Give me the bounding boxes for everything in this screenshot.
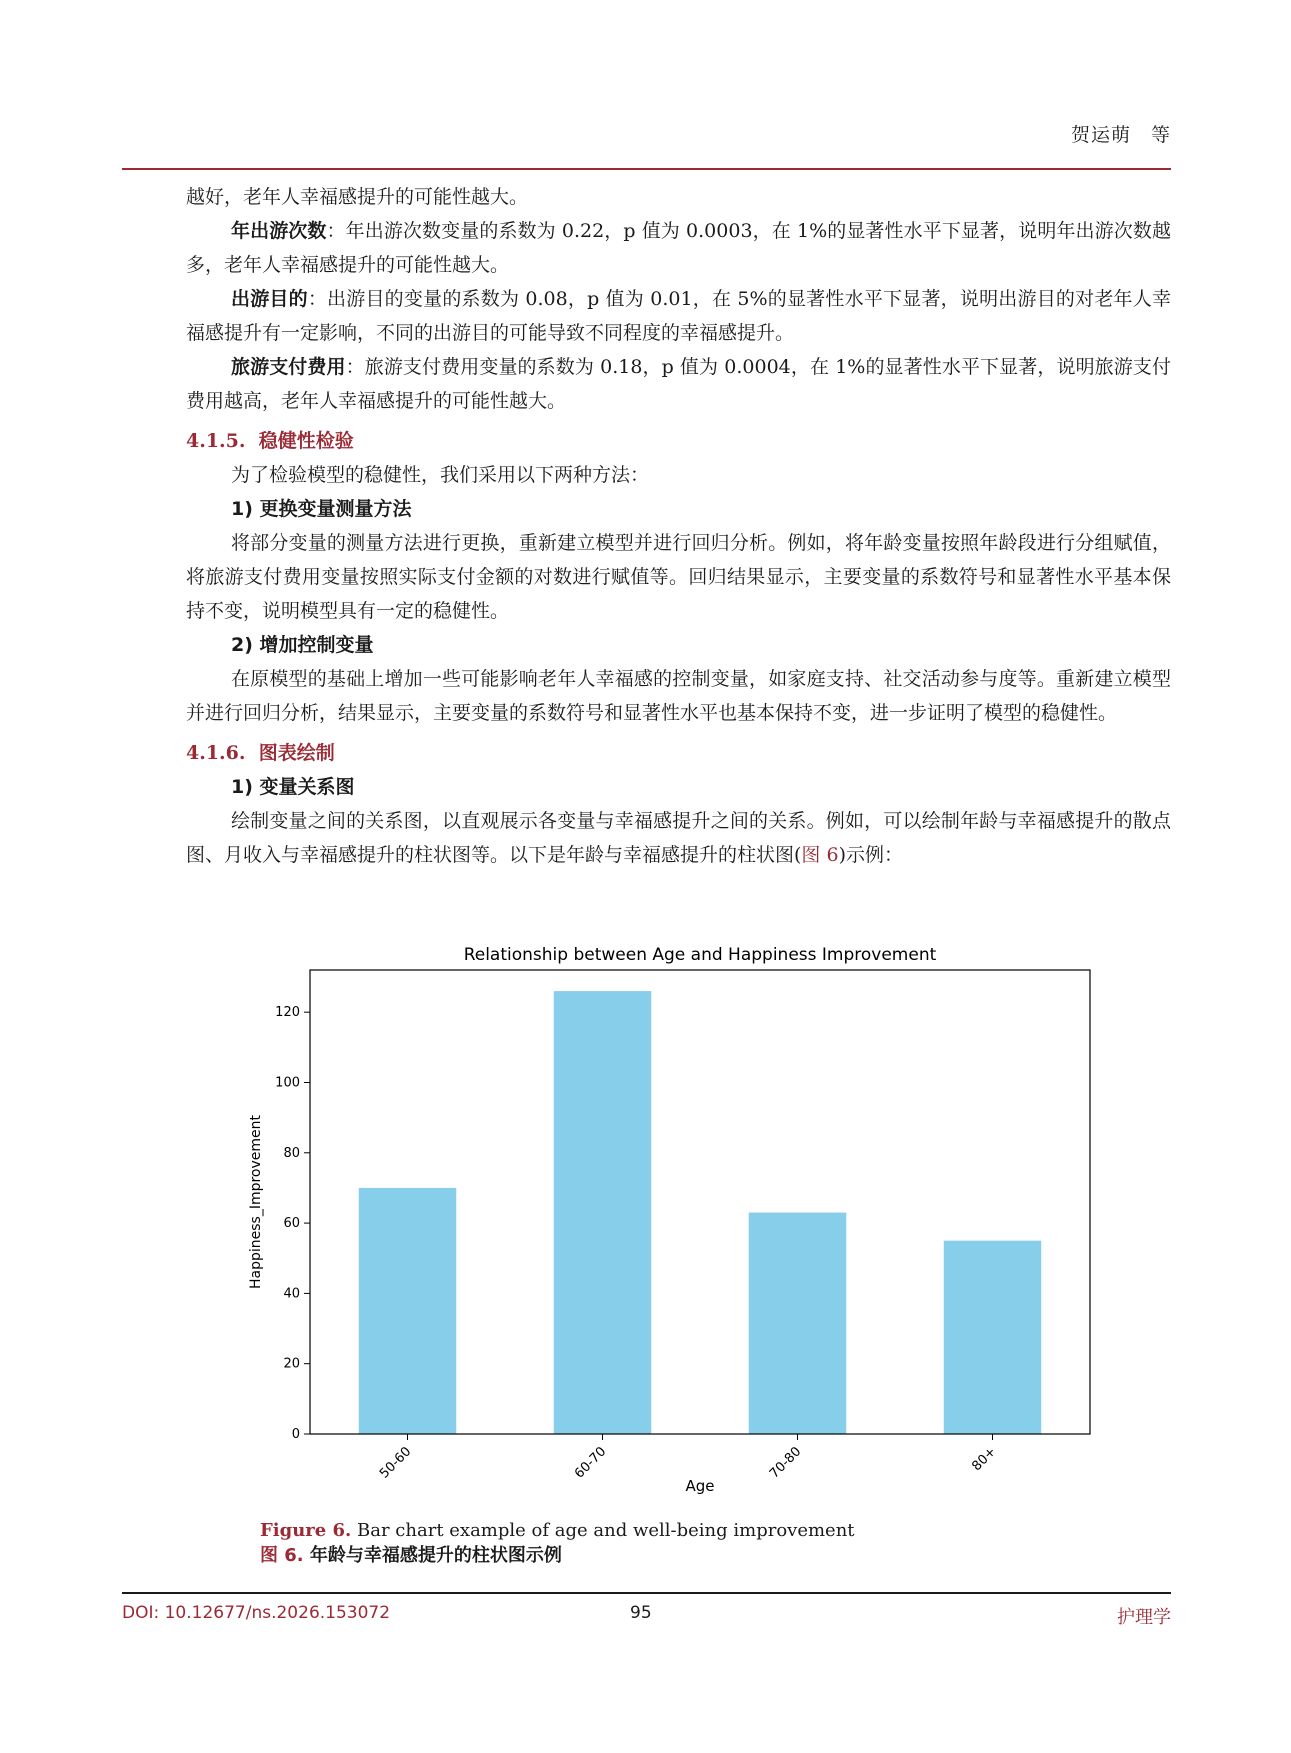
x-tick-label: 50-60	[377, 1444, 415, 1482]
caption-cn-label: 图 6.	[260, 1545, 304, 1566]
footer-doi[interactable]: DOI: 10.12677/ns.2026.153072	[122, 1603, 391, 1623]
bar-chart	[230, 938, 1100, 1518]
y-tick-label: 40	[283, 1286, 300, 1302]
term-travel-cost: 旅游支付费用	[231, 356, 346, 378]
paragraph-travel-cost	[186, 350, 1171, 418]
bar-70-80	[749, 1213, 847, 1434]
y-tick-label: 100	[275, 1075, 300, 1091]
x-tick-label: 70-80	[767, 1444, 805, 1482]
y-axis	[275, 1005, 310, 1442]
text-annual-trips: ：年出游次数变量的系数为 0.22，p 值为 0.0003，在 1%的显著性水平下显著，说明年出游次数越多，老年人幸福感提升的可能性越大。	[186, 220, 1171, 276]
paragraph-annual-trips	[186, 214, 1171, 282]
text-travel-cost: ：旅游支付费用变量的系数为 0.18，p 值为 0.0004，在 1%的显著性水平下显著，说明旅游支付费用越高，老年人幸福感提升的可能性越大。	[186, 356, 1171, 412]
bar-chart-svg	[230, 938, 1100, 1518]
header-author: 贺运萌 等	[1070, 124, 1171, 146]
caption-cn-text: 年龄与幸福感提升的柱状图示例	[303, 1545, 562, 1566]
paragraph-travel-purpose	[186, 282, 1171, 350]
section-title-415: 稳健性检验	[258, 430, 354, 452]
caption-en-text: Bar chart example of age and well-being improvement	[351, 1520, 855, 1541]
section-heading-415	[186, 424, 1171, 458]
y-tick-label: 20	[283, 1356, 300, 1372]
section-title-416: 图表绘制	[258, 742, 335, 764]
paragraph-measurement: 将部分变量的测量方法进行更换，重新建立模型并进行回归分析。例如，将年龄变量按照年龄段进行分组赋值，将旅游支付费用变量按照实际支付金额的对数进行赋值等。回归结果显示，主要变量的系数符号和显著性水平基本保持不变，说明模型具有一定的稳健性。	[186, 532, 1171, 622]
caption-english	[260, 1518, 855, 1543]
y-tick-label: 0	[291, 1427, 300, 1442]
bar-60-70	[554, 991, 652, 1434]
section-heading-416	[186, 736, 1171, 770]
bar-80+	[944, 1241, 1042, 1434]
paragraph-continuation: 越好，老年人幸福感提升的可能性越大。	[186, 186, 529, 208]
bars-group	[359, 991, 1042, 1434]
journal-name: 护理学	[1117, 1607, 1171, 1628]
page-number: 95	[630, 1603, 652, 1623]
section-number-416: 4.1.6.	[186, 742, 246, 764]
x-tick-label: 80+	[969, 1444, 1000, 1475]
term-annual-trips: 年出游次数	[231, 220, 327, 242]
section-number-415: 4.1.5.	[186, 430, 246, 452]
y-tick-label: 80	[283, 1145, 300, 1161]
paragraph-robustness-intro: 为了检验模型的稳健性，我们采用以下两种方法：	[231, 464, 650, 486]
header-divider	[122, 168, 1171, 170]
y-tick-label: 120	[275, 1005, 300, 1021]
x-axis-label: Age	[685, 1477, 715, 1495]
text-chart-intro: 绘制变量之间的关系图，以直观展示各变量与幸福感提升之间的关系。例如，可以绘制年龄与幸福感提升的散点图、月收入与幸福感提升的柱状图等。以下是年龄与幸福感提升的柱状图(	[186, 810, 1171, 866]
paragraph-chart-intro	[186, 804, 1171, 872]
term-travel-purpose: 出游目的	[231, 288, 308, 310]
subheading-control-vars: 2) 增加控制变量	[231, 634, 374, 656]
subheading-measurement: 1) 更换变量测量方法	[231, 498, 412, 520]
footer-divider	[122, 1592, 1171, 1594]
paragraph-control-vars: 在原模型的基础上增加一些可能影响老年人幸福感的控制变量，如家庭支持、社交活动参与度等。重新建立模型并进行回归分析，结果显示，主要变量的系数符号和显著性水平也基本保持不变，进一步证明了模型的稳健性。	[186, 668, 1171, 724]
figure-caption	[260, 1518, 855, 1568]
subheading-relationship-chart: 1) 变量关系图	[231, 776, 355, 798]
text-travel-purpose: ：出游目的变量的系数为 0.08，p 值为 0.01，在 5%的显著性水平下显著，说明出游目的对老年人幸福感提升有一定影响，不同的出游目的可能导致不同程度的幸福感提升。	[186, 288, 1171, 344]
x-axis	[377, 1434, 999, 1482]
chart-title: Relationship between Age and Happiness Improvement	[463, 945, 937, 965]
caption-chinese	[260, 1543, 855, 1568]
y-axis-label: Happiness_Improvement	[248, 1114, 264, 1290]
y-tick-label: 60	[283, 1216, 300, 1232]
bar-50-60	[359, 1188, 457, 1434]
figure-6-link[interactable]: 图 6	[801, 844, 839, 866]
text-chart-intro-end: )示例：	[838, 844, 903, 866]
article-body	[186, 180, 1171, 872]
x-tick-label: 60-70	[572, 1444, 610, 1482]
caption-en-label: Figure 6.	[260, 1520, 352, 1541]
